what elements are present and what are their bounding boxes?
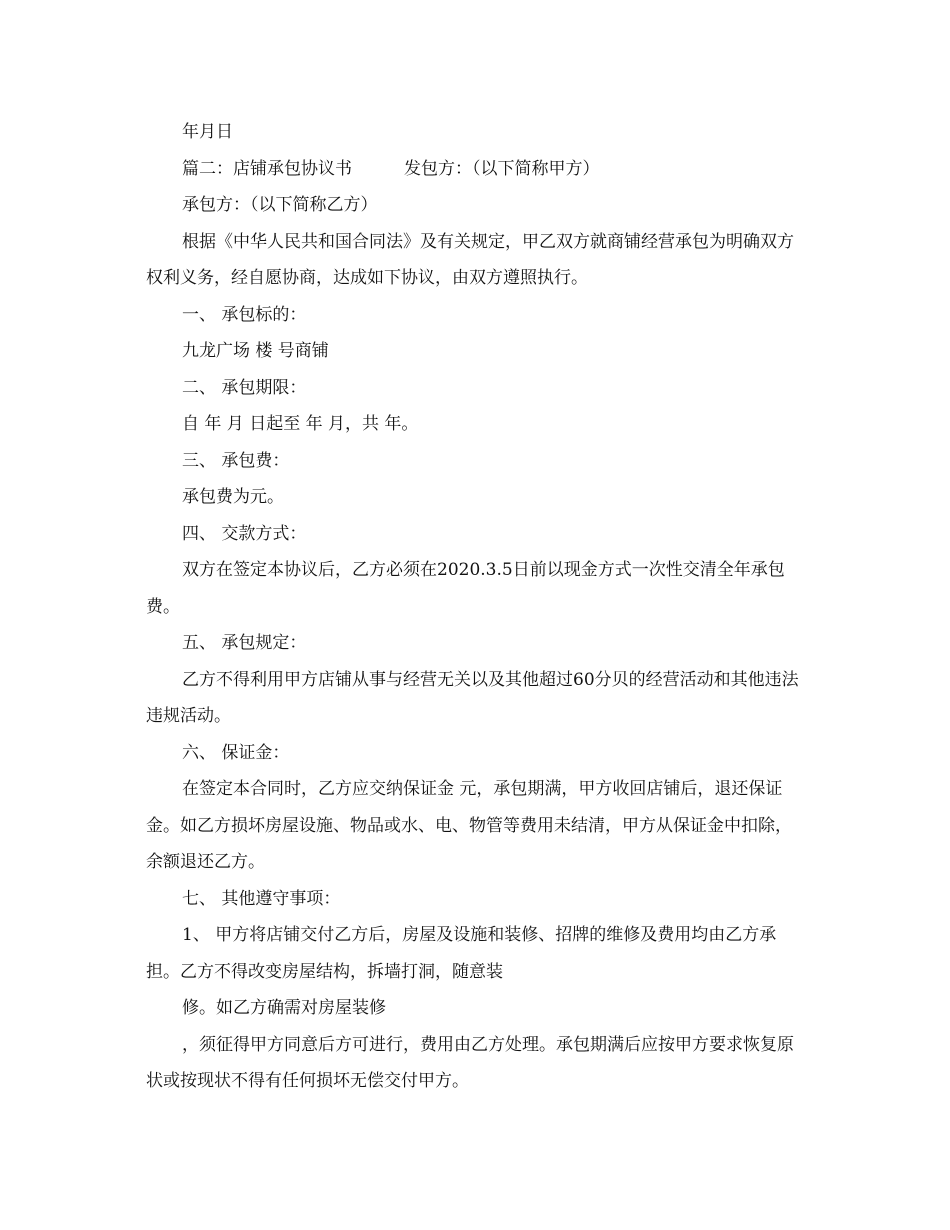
section-heading-7: 七、 其他遵守事项： — [182, 888, 341, 909]
date-line: 年月日 — [182, 122, 233, 142]
section-body-3: 承包费为元。 — [182, 487, 284, 507]
document-body — [146, 114, 806, 1100]
section-body-1: 九龙广场 楼 号商铺 — [182, 341, 329, 361]
document-title: 篇二：店铺承包协议书 — [182, 158, 352, 179]
title-line — [146, 151, 806, 188]
clause-1-part-2: 修。如乙方确需对房屋装修 — [182, 998, 386, 1018]
party-a-line: 发包方：（以下简称甲方） — [404, 158, 600, 179]
section-body-6: 在签定本合同时，乙方应交纳保证金 元，承包期满，甲方收回店铺后，退还保证金。如乙方损坏房屋设施、物品或水、电、物管等费用未结清，甲方从保证金中扣除，余额退还乙方。 — [146, 779, 792, 872]
section-heading-2: 二、 承包期限： — [182, 377, 307, 398]
section-heading-1: 一、 承包标的： — [182, 304, 307, 325]
section-heading-4: 四、 交款方式： — [182, 523, 307, 544]
section-body-5: 乙方不得利用甲方店铺从事与经营无关以及其他超过60分贝的经营活动和其他违法违规活动。 — [146, 669, 799, 726]
preamble-paragraph: 根据《中华人民共和国合同法》及有关规定，甲乙双方就商铺经营承包为明确双方权利义务，经自愿协商，达成如下协议，由双方遵照执行。 — [146, 231, 794, 288]
section-heading-5: 五、 承包规定： — [182, 633, 307, 653]
clause-1-part-3: ，须征得甲方同意后方可进行，费用由乙方处理。承包期满后应按甲方要求恢复原状或按现状不得有任何损坏无偿交付甲方。 — [146, 1034, 794, 1091]
clause-1-part-1: 1、 甲方将店铺交付乙方后，房屋及设施和装修、招牌的维修及费用均由乙方承担。乙方不得改变房屋结构，拆墙打洞，随意装 — [146, 925, 777, 982]
section-heading-6: 六、 保证金： — [182, 742, 290, 763]
section-body-4: 双方在签定本协议后，乙方必须在2020.3.5日前以现金方式一次性交清全年承包费。 — [146, 560, 785, 617]
party-b-line: 承包方：（以下简称乙方） — [182, 195, 378, 215]
section-heading-3: 三、 承包费： — [182, 450, 290, 471]
section-body-2: 自 年 月 日起至 年 月，共 年。 — [182, 414, 419, 434]
